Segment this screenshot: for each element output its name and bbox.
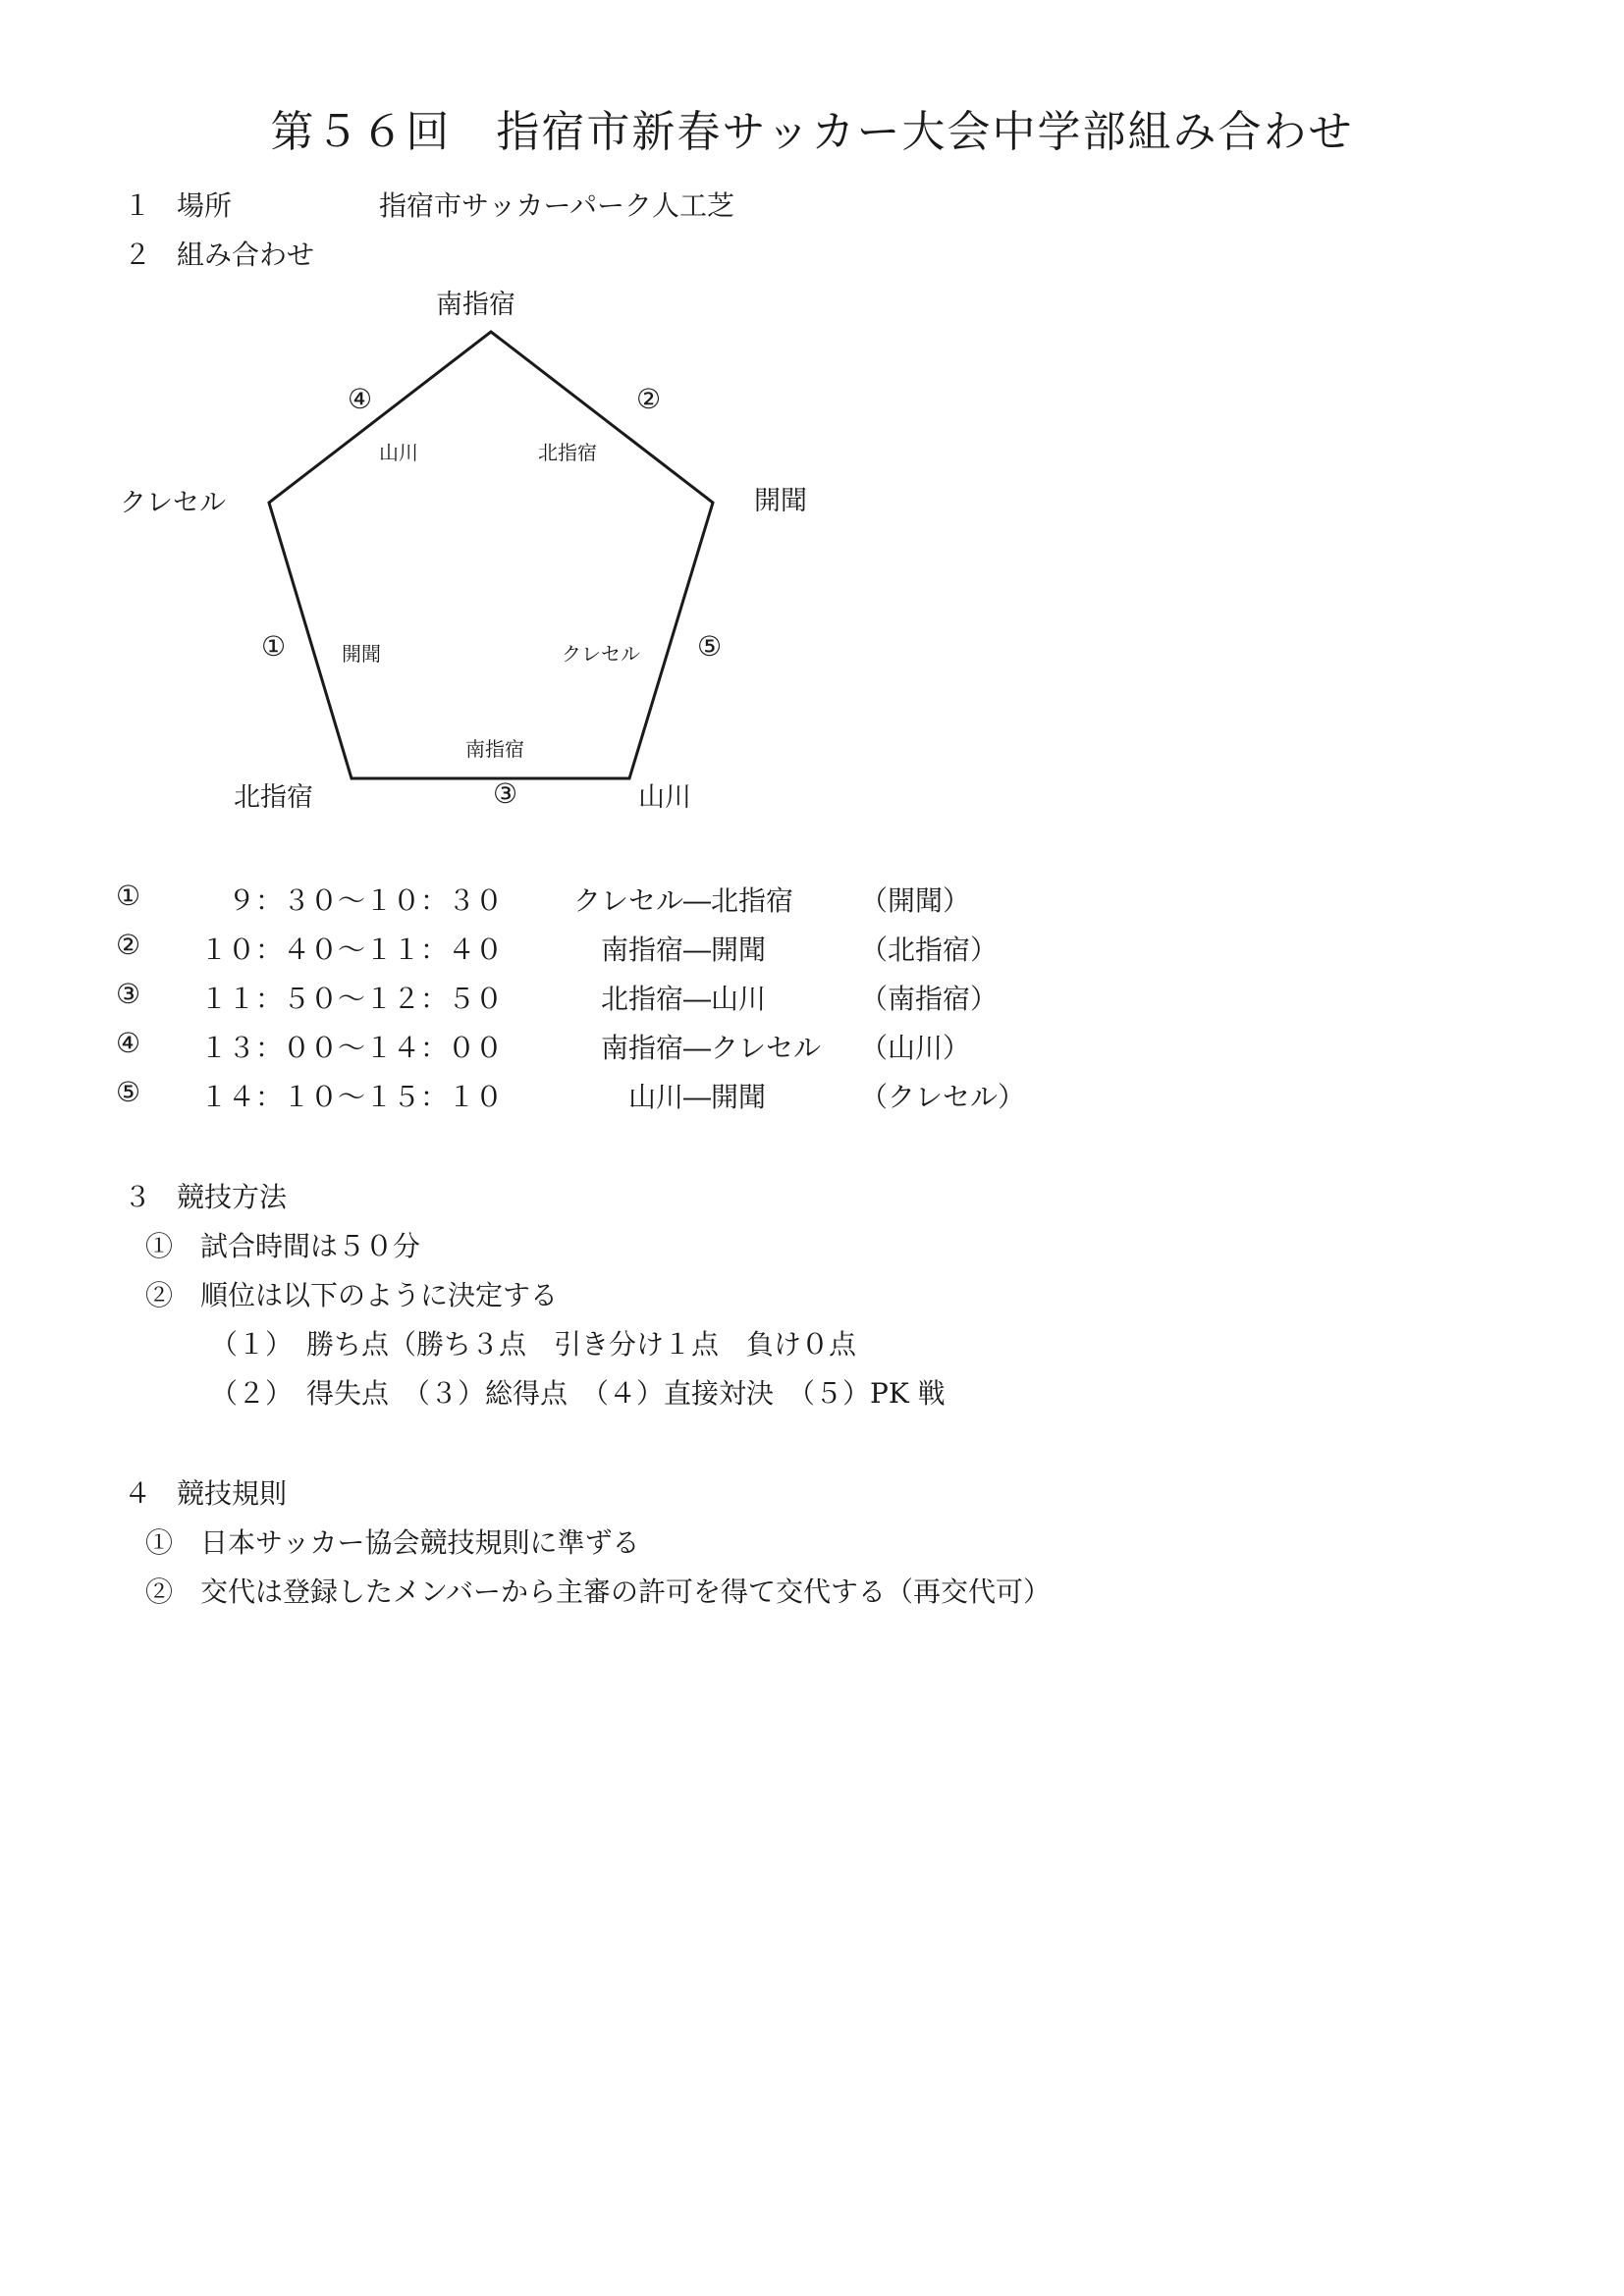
schedule-row-4-referee: （山川） [860, 1032, 971, 1064]
schedule-row-5-number: ⑤ [116, 1076, 141, 1108]
match-number-4: ④ [348, 383, 373, 415]
section4-item2: ② 交代は登録したメンバーから主審の許可を得て交代する（再交代可） [145, 1575, 1052, 1608]
team-node-left: クレセル [120, 488, 226, 518]
team-node-bottom-right: 山川 [638, 782, 691, 813]
schedule-row-4-match: 南指宿―クレセル [601, 1032, 822, 1064]
schedule-row-5-match: 山川―開聞 [628, 1081, 767, 1113]
schedule-row-4-time: １３：００～１４：００ [200, 1032, 504, 1064]
section2-label: 組み合わせ [177, 239, 315, 271]
page-title: 第５６回 指宿市新春サッカー大会中学部組み合わせ [270, 107, 1354, 157]
match-number-1: ① [261, 630, 287, 663]
schedule-row-3-referee: （南指宿） [860, 983, 999, 1015]
schedule-row-3-time: １１：５０～１２：５０ [200, 983, 504, 1015]
section1-label: 場所 [177, 189, 233, 222]
section4-item1: ① 日本サッカー協会競技規則に準ずる [145, 1526, 640, 1559]
schedule-row-2-match: 南指宿―開聞 [601, 934, 767, 966]
match-number-5: ⑤ [697, 630, 723, 663]
referee-label-4: 山川 [379, 441, 418, 464]
section3-number: ３ [124, 1181, 152, 1213]
schedule-row-1-time: ９：３０～１０：３０ [200, 884, 504, 917]
section4-number: ４ [124, 1477, 152, 1510]
league-pentagon-diagram [0, 0, 1624, 883]
section4-label: 競技規則 [177, 1477, 288, 1510]
referee-label-3: 南指宿 [465, 737, 524, 761]
schedule-row-2-time: １０：４０～１１：４０ [200, 934, 504, 966]
team-node-right: 開聞 [754, 486, 807, 516]
team-node-bottom-left: 北指宿 [234, 782, 313, 813]
section2-number: ２ [124, 239, 152, 271]
section3-item2: ② 順位は以下のように決定する [145, 1279, 559, 1311]
referee-label-1: 開聞 [342, 642, 381, 666]
section1-value: 指宿市サッカーパーク人工芝 [379, 189, 735, 222]
schedule-row-2-number: ② [116, 929, 141, 961]
section3-sub1: （１） 勝ち点（勝ち３点 引き分け１点 負け０点 [210, 1328, 857, 1361]
section3-sub2: （２） 得失点 （３）総得点 （４）直接対決 （５）PK 戦 [210, 1377, 946, 1410]
team-node-top: 南指宿 [436, 290, 515, 320]
schedule-row-3-match: 北指宿―山川 [601, 983, 767, 1015]
schedule-row-1-number: ① [116, 880, 141, 912]
schedule-row-5-time: １４：１０～１５：１０ [200, 1081, 504, 1113]
schedule-row-1-referee: （開聞） [860, 884, 971, 917]
schedule-row-5-referee: （クレセル） [860, 1081, 1026, 1113]
match-number-2: ② [636, 383, 662, 415]
section3-label: 競技方法 [177, 1181, 288, 1213]
match-number-3: ③ [493, 777, 518, 810]
section1-number: １ [124, 189, 152, 222]
referee-label-5: クレセル [562, 642, 640, 666]
schedule-row-1-match: クレセル―北指宿 [573, 884, 794, 917]
referee-label-2: 北指宿 [538, 441, 597, 464]
schedule-row-3-number: ③ [116, 978, 141, 1010]
schedule-row-2-referee: （北指宿） [860, 934, 999, 966]
schedule-row-4-number: ④ [116, 1027, 141, 1059]
section3-item1: ① 試合時間は５０分 [145, 1230, 421, 1262]
